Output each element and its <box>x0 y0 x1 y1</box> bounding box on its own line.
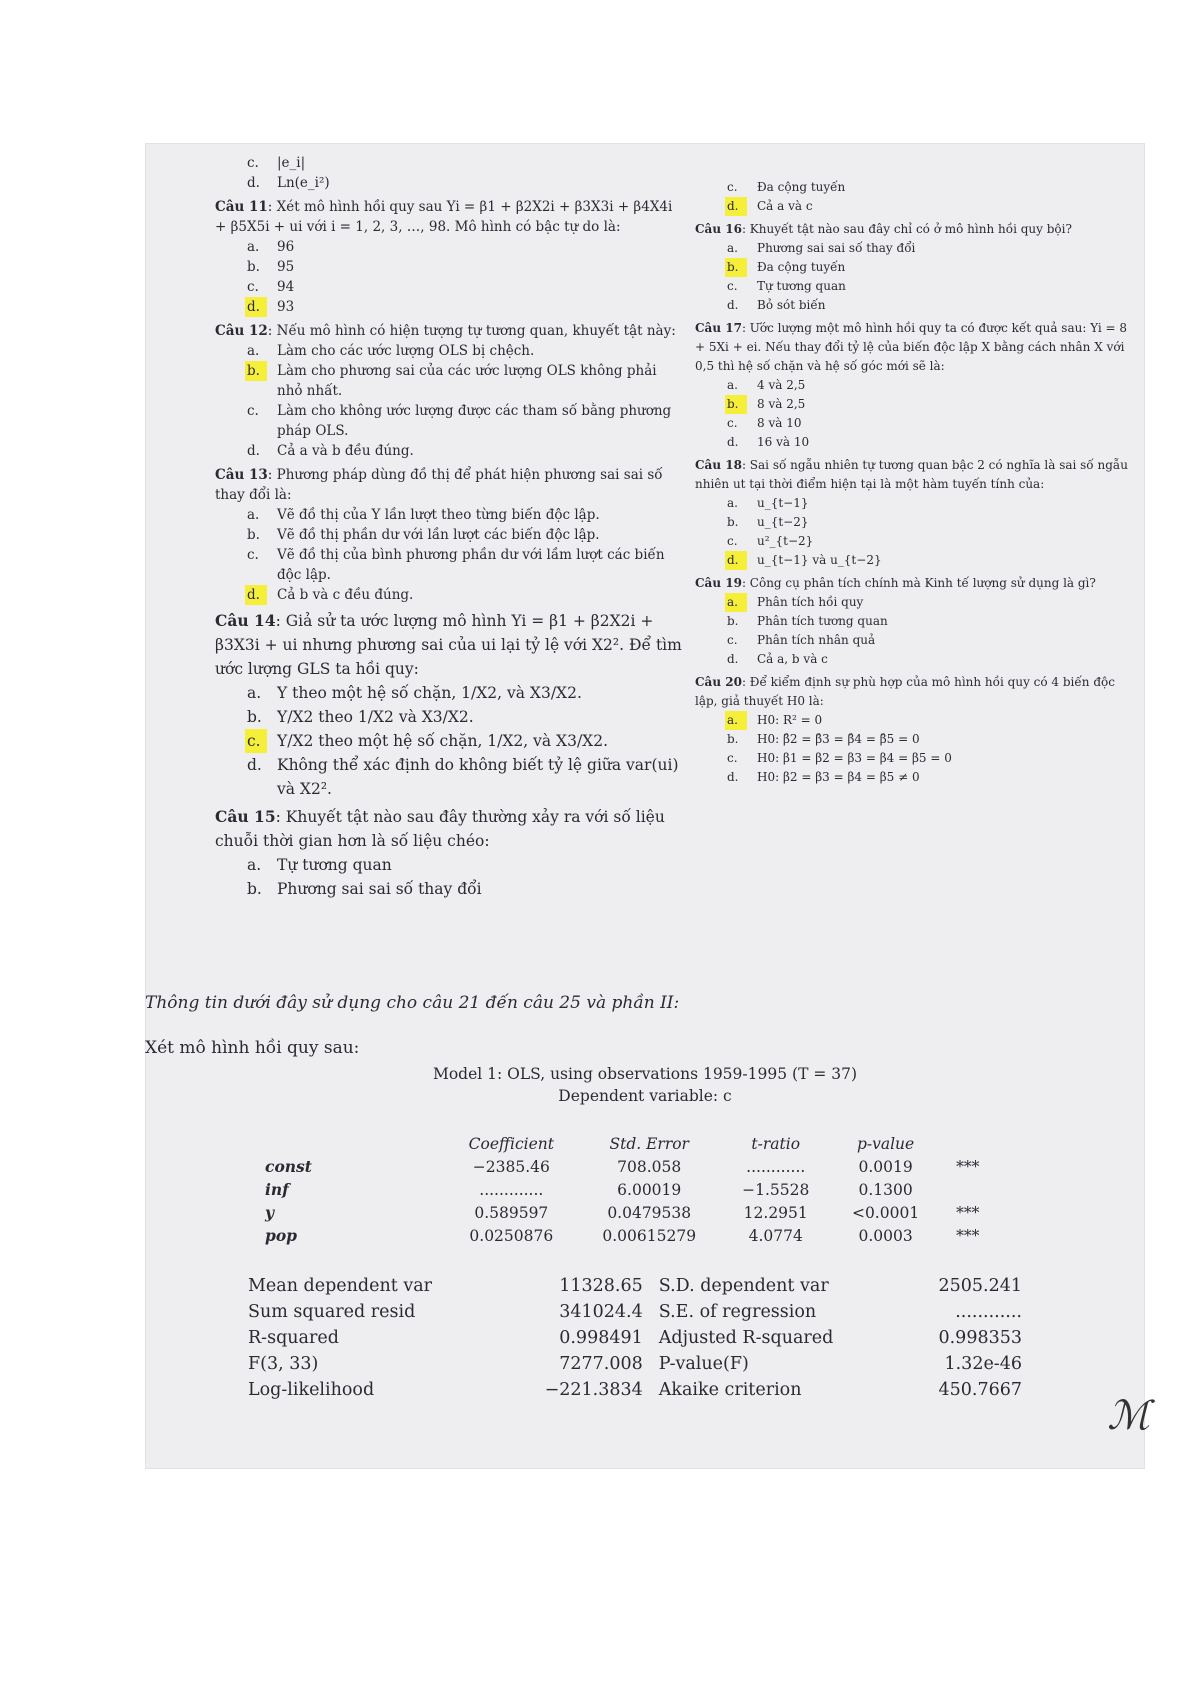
answer-text: 4 và 2,5 <box>757 378 806 392</box>
answer-letter: a. <box>247 239 260 255</box>
stat-label: P-value(F) <box>658 1354 749 1374</box>
answer-letter: b. <box>247 880 262 898</box>
question-block <box>695 456 1135 570</box>
answer-option <box>215 545 685 585</box>
question-block <box>215 465 685 605</box>
exam-page-photo <box>145 143 1150 1469</box>
model-header <box>145 1063 1145 1107</box>
answer-letter: b. <box>727 515 739 529</box>
answer-option <box>215 441 685 461</box>
answer-text: Vẽ đồ thị phần dư với lần lượt các biến độc lập. <box>277 527 600 543</box>
answer-text: Cả b và c đều đúng. <box>277 587 414 603</box>
answer-text: Tự tương quan <box>757 279 846 293</box>
table-cell: *** <box>956 1226 980 1245</box>
answer-option <box>695 593 1135 612</box>
stat-value: −221.3834 <box>544 1380 643 1400</box>
question-text: : Để kiểm định sự phù hợp của mô hình hồi quy có 4 biến độc lập, giả thuyết H0 là: <box>695 675 1115 708</box>
table-cell: −2385.46 <box>472 1157 550 1176</box>
info-line: Thông tin dưới đây sử dụng cho câu 21 đến câu 25 và phần II: <box>145 993 680 1013</box>
answer-text: 8 và 2,5 <box>757 397 806 411</box>
question-text: : Khuyết tật nào sau đây chỉ có ở mô hình hồi quy bội? <box>741 222 1072 236</box>
column-header: Std. Error <box>609 1135 689 1153</box>
answer-text: Làm cho phương sai của các ước lượng OLS không phải nhỏ nhất. <box>277 363 657 399</box>
question-label: Câu 12 <box>215 323 268 339</box>
question-block <box>215 609 685 801</box>
stat-label: Adjusted R-squared <box>658 1328 834 1348</box>
question-stem <box>695 319 1135 376</box>
question-block <box>695 319 1135 452</box>
answer-text: Cả a, b và c <box>757 652 828 666</box>
answer-option <box>215 505 685 525</box>
answer-text: u_{t−1} và u_{t−2} <box>757 553 882 567</box>
answer-text: Phân tích hồi quy <box>757 595 864 609</box>
answer-text: Phương sai sai số thay đổi <box>757 241 916 255</box>
answer-text: Vẽ đồ thị của Y lần lượt theo từng biến độc lập. <box>277 507 600 523</box>
question-label: Câu 11 <box>215 199 268 215</box>
table-cell: 0.00615279 <box>602 1226 697 1245</box>
table-cell: <0.0001 <box>851 1203 920 1222</box>
answer-option <box>695 513 1135 532</box>
table-row <box>255 1224 995 1247</box>
table-header-row <box>255 1133 995 1155</box>
right-column <box>695 178 1135 787</box>
question-text: : Công cụ phân tích chính mà Kinh tế lượng sử dụng là gì? <box>741 576 1096 590</box>
question-label: Câu 20 <box>695 675 742 689</box>
answer-text: |e_i| <box>277 155 306 171</box>
question-stem <box>695 220 1135 239</box>
question-block <box>695 220 1135 315</box>
highlighted-answer-letter: c. <box>245 729 267 753</box>
highlighted-answer-letter: d. <box>725 551 747 570</box>
question-label: Câu 17 <box>695 321 742 335</box>
answer-option <box>215 585 685 605</box>
question-label: Câu 19 <box>695 576 742 590</box>
answer-option <box>695 395 1135 414</box>
answer-letter: c. <box>247 547 259 563</box>
answer-option <box>695 376 1135 395</box>
stat-value: 450.7667 <box>938 1380 1022 1400</box>
answer-text: Bỏ sót biến <box>757 298 826 312</box>
answer-text: Cả a và b đều đúng. <box>277 443 414 459</box>
question-label: Câu 13 <box>215 467 268 483</box>
question-block <box>215 197 685 317</box>
answer-text: u_{t−2} <box>757 515 809 529</box>
top-fragment <box>215 153 685 193</box>
question-stem <box>695 574 1135 593</box>
stats-row <box>240 1325 1030 1351</box>
answer-option <box>215 257 685 277</box>
table-cell: 12.2951 <box>743 1203 808 1222</box>
stat-value: ............ <box>955 1302 1022 1322</box>
answer-text: Phân tích tương quan <box>757 614 888 628</box>
answer-text: H0: β̂2 = β̂3 = β̂4 = β̂5 = 0 <box>757 732 920 746</box>
answer-letter: c. <box>727 751 738 765</box>
answer-text: Đa cộng tuyến <box>757 260 846 274</box>
answer-text: 93 <box>277 299 295 315</box>
answer-letter: b. <box>727 732 739 746</box>
answer-text: u_{t−1} <box>757 496 809 510</box>
table-cell: *** <box>956 1157 980 1176</box>
question-text: : Khuyết tật nào sau đây thường xảy ra với số liệu chuỗi thời gian hơn là số liệu chéo: <box>215 808 665 850</box>
answer-letter: d. <box>727 435 739 449</box>
answer-letter: a. <box>247 507 260 523</box>
highlighted-answer-letter: b. <box>245 361 267 381</box>
highlighted-answer-letter: a. <box>725 593 747 612</box>
question-label: Câu 16 <box>695 222 742 236</box>
column-header <box>941 1133 996 1155</box>
answer-option <box>695 768 1135 787</box>
table-cell: 4.0774 <box>748 1226 803 1245</box>
coefficient-table <box>255 1133 995 1247</box>
column-header <box>255 1133 445 1155</box>
answer-text: 94 <box>277 279 295 295</box>
stat-value: 2505.241 <box>938 1276 1022 1296</box>
question-block <box>215 321 685 461</box>
answer-letter: a. <box>727 378 738 392</box>
stat-label: F(3, 33) <box>248 1354 319 1374</box>
answer-option <box>695 277 1135 296</box>
answer-text: 96 <box>277 239 295 255</box>
answer-letter: c. <box>727 279 738 293</box>
table-row <box>255 1178 995 1201</box>
stat-label: Sum squared resid <box>248 1302 416 1322</box>
stat-label: Akaike criterion <box>658 1380 802 1400</box>
column-header: p-value <box>856 1135 915 1153</box>
answer-option <box>215 153 685 173</box>
answer-text: u²_{t−2} <box>757 534 814 548</box>
question-text: : Ước lượng một mô hình hồi quy ta có được kết quả sau: Yi = 8 + 5Xi + ei. Nếu thay đổi tỷ lệ của biến độc lập X bằng cách nhân X với 0,5 thì hệ số chặn và hệ số góc mới sẽ là: <box>695 321 1128 373</box>
answer-text: Phương sai sai số thay đổi <box>277 880 482 898</box>
answer-option <box>695 749 1135 768</box>
statistics-table <box>240 1273 1030 1403</box>
questions-upper <box>215 197 685 605</box>
answer-letter: b. <box>247 527 260 543</box>
top-fragment <box>695 178 1135 216</box>
answer-letter: b. <box>727 614 739 628</box>
answer-option <box>695 239 1135 258</box>
highlighted-answer-letter: d. <box>725 197 747 216</box>
highlighted-answer-letter: d. <box>245 297 267 317</box>
answer-letter: b. <box>247 708 262 726</box>
question-stem <box>695 673 1135 711</box>
answer-option <box>215 705 685 729</box>
stat-label: Mean dependent var <box>248 1276 433 1296</box>
signature-mark: ℳ <box>1107 1393 1150 1439</box>
table-cell: 6.00019 <box>617 1180 682 1199</box>
answer-text: Tự tương quan <box>277 856 392 874</box>
answer-letter: a. <box>727 496 738 510</box>
answer-option <box>695 730 1135 749</box>
variable-name: const <box>265 1157 312 1176</box>
answer-option <box>215 729 685 753</box>
table-cell: 0.0250876 <box>469 1226 554 1245</box>
answer-letter: c. <box>727 180 738 194</box>
question-block <box>215 805 685 901</box>
answer-letter: c. <box>727 534 738 548</box>
model-title: Model 1: OLS, using observations 1959-1995 (T = 37) <box>432 1065 858 1083</box>
answer-letter: a. <box>247 856 262 874</box>
question-label: Câu 18 <box>695 458 742 472</box>
answer-text: Không thể xác định do không biết tỷ lệ giữa var(ui) và X2². <box>277 756 679 798</box>
answer-option <box>215 237 685 257</box>
highlighted-answer-letter: d. <box>245 585 267 605</box>
question-stem <box>215 321 685 341</box>
answer-text: Y/X2 theo 1/X2 và X3/X2. <box>277 708 474 726</box>
question-block <box>695 574 1135 669</box>
question-text: : Sai số ngẫu nhiên tự tương quan bậc 2 có nghĩa là sai số ngẫu nhiên ut tại thời điểm hiện tại là một hàm tuyến tính của: <box>695 458 1128 491</box>
answer-letter: c. <box>727 416 738 430</box>
answer-letter: a. <box>247 684 262 702</box>
answer-option <box>215 173 685 193</box>
dependent-variable: Dependent variable: c <box>558 1087 732 1105</box>
answer-text: Y theo một hệ số chặn, 1/X2, và X3/X2. <box>277 684 582 702</box>
table-cell: 708.058 <box>617 1157 682 1176</box>
answer-option <box>695 551 1135 570</box>
table-cell: −1.5528 <box>742 1180 810 1199</box>
questions-lower <box>215 609 685 901</box>
answer-text: Cả a và c <box>757 199 813 213</box>
question-stem <box>695 456 1135 494</box>
answer-text: 95 <box>277 259 295 275</box>
variable-name: inf <box>265 1180 289 1199</box>
question-text: : Nếu mô hình có hiện tượng tự tương quan, khuyết tật này: <box>267 323 676 339</box>
answer-option <box>695 433 1135 452</box>
answer-option <box>695 532 1135 551</box>
answer-text: H0: β2 = β3 = β4 = β5 ≠ 0 <box>757 770 920 784</box>
answer-text: H0: β1 = β2 = β3 = β4 = β5 = 0 <box>757 751 952 765</box>
column-header: t-ratio <box>751 1135 801 1153</box>
answer-option <box>215 681 685 705</box>
highlighted-answer-letter: a. <box>725 711 747 730</box>
table-cell: 0.1300 <box>858 1180 913 1199</box>
stat-value: 0.998353 <box>938 1328 1022 1348</box>
table-cell: 0.0003 <box>858 1226 913 1245</box>
stat-value: 1.32e-46 <box>944 1354 1022 1374</box>
question-label: Câu 14 <box>215 611 276 630</box>
answer-option <box>215 525 685 545</box>
answer-option <box>215 361 685 401</box>
question-stem <box>215 805 685 853</box>
answer-option <box>695 414 1135 433</box>
stat-label: R-squared <box>248 1328 339 1348</box>
question-text: : Phương pháp dùng đồ thị để phát hiện phương sai sai số thay đổi là: <box>215 467 663 503</box>
answer-letter: b. <box>247 259 260 275</box>
answer-option <box>215 753 685 801</box>
answer-option <box>695 178 1135 197</box>
answer-text: Ln(e_i²) <box>277 175 330 191</box>
answer-option <box>695 258 1135 277</box>
question-label: Câu 15 <box>215 807 276 826</box>
answer-option <box>215 297 685 317</box>
answer-option <box>695 650 1135 669</box>
table-cell: ............. <box>479 1180 544 1199</box>
answer-option <box>215 853 685 877</box>
question-text: : Giả sử ta ước lượng mô hình Yi = β1 + β2X2i + β3X3i + ui nhưng phương sai của ui lại tỷ lệ với X2². Để tìm ước lượng GLS ta hồi quy: <box>215 612 682 678</box>
answer-text: Làm cho không ước lượng được các tham số bằng phương pháp OLS. <box>277 403 672 439</box>
stats-row <box>240 1273 1030 1299</box>
highlighted-answer-letter: b. <box>725 258 747 277</box>
column-header: Coefficient <box>468 1135 554 1153</box>
answer-letter: c. <box>247 155 259 171</box>
highlighted-answer-letter: b. <box>725 395 747 414</box>
answer-text: Phân tích nhân quả <box>757 633 876 647</box>
variable-name: pop <box>265 1226 298 1245</box>
stat-value: 341024.4 <box>559 1302 643 1322</box>
answer-letter: d. <box>247 443 260 459</box>
answer-letter: d. <box>247 756 262 774</box>
answer-text: Làm cho các ước lượng OLS bị chệch. <box>277 343 535 359</box>
question-stem <box>215 465 685 505</box>
table-cell: 0.589597 <box>474 1203 549 1222</box>
answer-option <box>695 711 1135 730</box>
table-cell <box>941 1178 996 1201</box>
table-cell: 0.0479538 <box>607 1203 692 1222</box>
stat-label: Log-likelihood <box>248 1380 375 1400</box>
question-stem <box>215 609 685 681</box>
answer-letter: d. <box>727 770 739 784</box>
intro-line: Xét mô hình hồi quy sau: <box>145 1038 360 1058</box>
answer-option <box>215 277 685 297</box>
answer-text: 8 và 10 <box>757 416 802 430</box>
answer-option <box>695 631 1135 650</box>
answer-letter: a. <box>727 241 738 255</box>
question-stem <box>215 197 685 237</box>
answer-text: H0: R² = 0 <box>757 713 823 727</box>
answer-option <box>695 296 1135 315</box>
answer-letter: c. <box>727 633 738 647</box>
answer-option <box>695 197 1135 216</box>
answer-option <box>215 877 685 901</box>
answer-letter: d. <box>727 652 739 666</box>
answer-text: Đa cộng tuyến <box>757 180 846 194</box>
answer-option <box>695 494 1135 513</box>
table-cell: 0.0019 <box>858 1157 913 1176</box>
answer-letter: a. <box>247 343 260 359</box>
answer-text: Vẽ đồ thị của bình phương phần dư với lầm lượt các biến độc lập. <box>277 547 665 583</box>
answer-letter: d. <box>727 298 739 312</box>
stat-value: 11328.65 <box>559 1276 643 1296</box>
answer-option <box>215 401 685 441</box>
answer-letter: c. <box>247 279 259 295</box>
answer-text: Y/X2 theo một hệ số chặn, 1/X2, và X3/X2. <box>277 732 608 750</box>
answer-letter: c. <box>247 403 259 419</box>
table-row <box>255 1201 995 1224</box>
stats-row <box>240 1299 1030 1325</box>
table-row <box>255 1155 995 1178</box>
stat-value: 7277.008 <box>559 1354 643 1374</box>
answer-option <box>695 612 1135 631</box>
answer-text: 16 và 10 <box>757 435 810 449</box>
answer-option <box>215 341 685 361</box>
table-cell: *** <box>956 1203 980 1222</box>
stats-row <box>240 1377 1030 1403</box>
variable-name: y <box>265 1203 275 1222</box>
question-text: : Xét mô hình hồi quy sau Yi = β1 + β2X2i + β3X3i + β4X4i + β5X5i + ui với i = 1, 2, 3, …, 98. Mô hình có bậc tự do là: <box>215 199 673 235</box>
stat-label: S.D. dependent var <box>658 1276 829 1296</box>
question-block <box>695 673 1135 787</box>
left-column <box>215 153 685 901</box>
answer-letter: d. <box>247 175 260 191</box>
stat-label: S.E. of regression <box>658 1302 817 1322</box>
stat-value: 0.998491 <box>559 1328 643 1348</box>
stats-row <box>240 1351 1030 1377</box>
table-cell: ............ <box>746 1157 806 1176</box>
